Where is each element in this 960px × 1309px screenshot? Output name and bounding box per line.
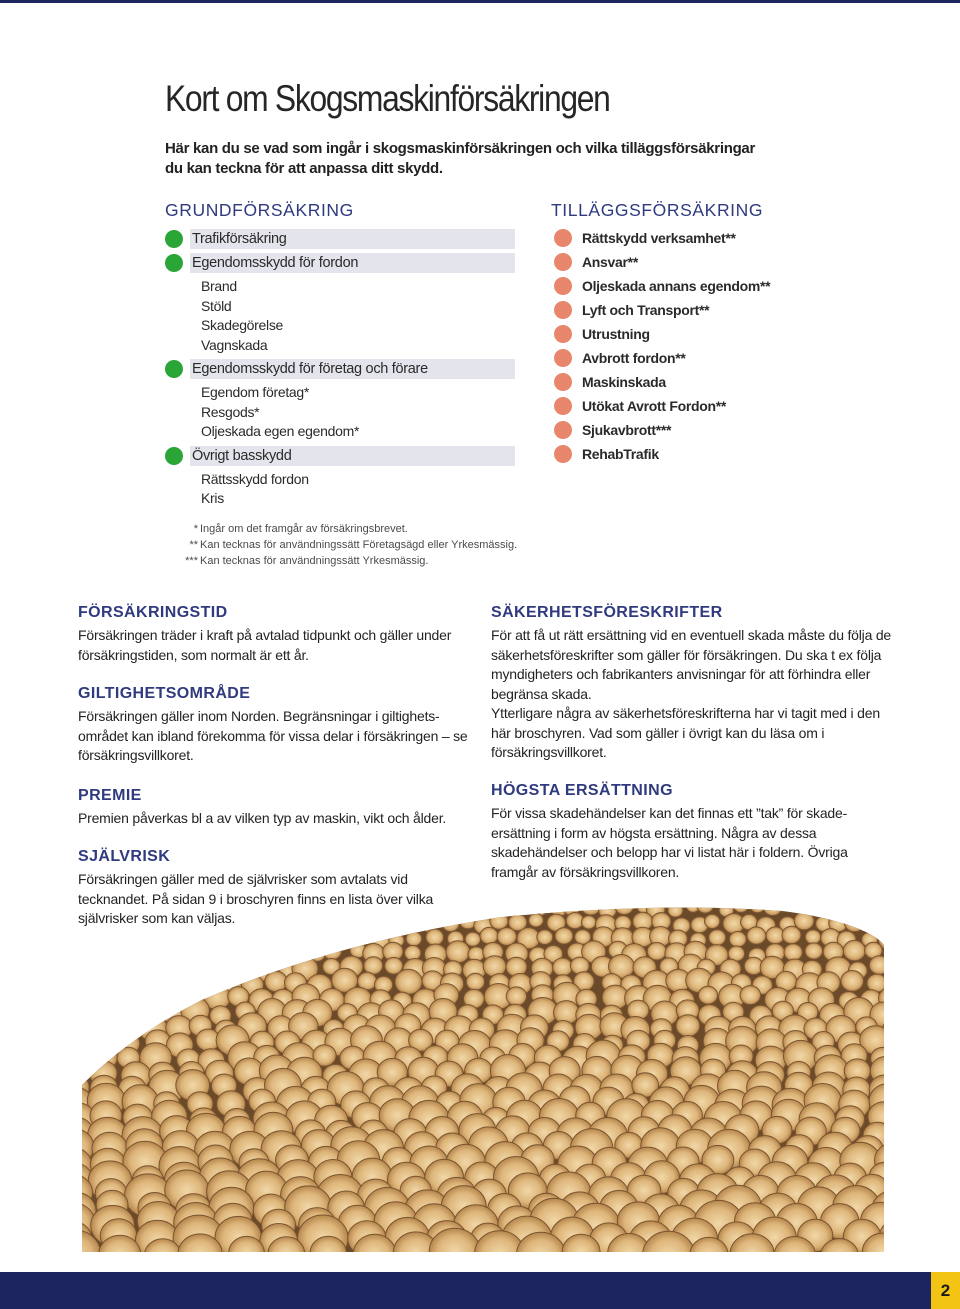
- tillagg-list: [554, 228, 854, 468]
- green-bullet-icon: [165, 254, 183, 272]
- section-giltighetsomrade: [78, 684, 478, 766]
- section-text: För att få ut rätt ersättning vid en eventuell skada måste du följa de säkerhetsföreskrifter som gäller för försäkringen. Du ska t ex följa myndigheters och fabrikanters anvisningar för att förhindra eller begränsa skada.: [491, 627, 892, 702]
- green-bullet-icon: [165, 447, 183, 465]
- grund-sublist: [201, 277, 515, 355]
- grund-item: [190, 229, 515, 249]
- grund-item-label: Trafikförsäkring: [192, 231, 287, 247]
- log-pile-photo: [82, 905, 884, 1252]
- intro-text: Här kan du se vad som ingår i skogsmaskinförsäkringen och vilka tilläggsförsäkringar du kan teckna för att anpassa ditt skydd.: [165, 140, 756, 177]
- tillagg-item: Ansvar**: [554, 252, 854, 276]
- section-text: Premien påverkas bl a av vilken typ av maskin, vikt och ålder.: [78, 810, 447, 826]
- grund-item: [190, 446, 515, 466]
- orange-bullet-icon: [554, 445, 572, 463]
- orange-bullet-icon: [554, 397, 572, 415]
- bottom-bar: [0, 1272, 960, 1309]
- grund-subitem: Kris: [201, 490, 224, 506]
- tillagg-item: Avbrott fordon**: [554, 348, 854, 372]
- grund-subitem: Brand: [201, 278, 237, 294]
- section-text: Försäkringen gäller med de självrisker som avtalats vid tecknandet. På sidan 9 i broschyren finns en lista över vilka självrisker som kan väljas.: [78, 871, 434, 926]
- tillagg-item: Utökat Avrott Fordon**: [554, 396, 854, 420]
- section-text: Försäkringen träder i kraft på avtalad tidpunkt och gäller under försäkringstiden, som normalt är ett år.: [78, 627, 452, 663]
- grund-subitem: Resgods*: [201, 403, 260, 420]
- section-text: För vissa skadehändelser kan det finnas ett ”tak” för skade-ersättning i form av högsta ersättning. Några av dessa skadehändelser och belopp har vi listat här i foldern. Övriga framgår av försäkringsvillkoren.: [491, 805, 848, 880]
- section-heading: PREMIE: [78, 787, 142, 804]
- orange-bullet-icon: [554, 229, 572, 247]
- grund-item-label: Egendomsskydd för fordon: [192, 255, 359, 271]
- tillagg-item: RehabTrafik: [554, 444, 854, 468]
- grund-subitem: Skadegörelse: [201, 317, 284, 333]
- footnotes: [120, 521, 540, 569]
- grund-subitem: Oljeskada egen egendom*: [201, 423, 360, 439]
- grund-subitem: Stöld: [201, 297, 232, 314]
- orange-bullet-icon: [554, 277, 572, 295]
- section-heading: HÖGSTA ERSÄTTNING: [491, 782, 673, 799]
- top-rule: [0, 0, 960, 3]
- section-forsakringstid: [78, 603, 478, 665]
- section-heading: SJÄLVRISK: [78, 848, 171, 865]
- orange-bullet-icon: [554, 421, 572, 439]
- orange-bullet-icon: [554, 253, 572, 271]
- grund-subitem: Rättsskydd fordon: [201, 470, 309, 487]
- section-premie: [78, 786, 478, 829]
- grund-item: [190, 359, 515, 379]
- orange-bullet-icon: [554, 301, 572, 319]
- green-bullet-icon: [165, 230, 183, 248]
- footnote: *** Kan tecknas för användningssätt Yrkesmässig.: [185, 555, 429, 567]
- tillagg-item: Maskinskada: [554, 372, 854, 396]
- footnote: ** Kan tecknas för användningssätt Företagsägd eller Yrkesmässig.: [189, 539, 518, 551]
- section-heading: SÄKERHETSFÖRESKRIFTER: [491, 604, 723, 621]
- tillagg-item: Sjukavbrott***: [554, 420, 854, 444]
- grund-subitem: Vagnskada: [201, 336, 268, 353]
- orange-bullet-icon: [554, 373, 572, 391]
- grund-sublist: [201, 470, 515, 509]
- orange-bullet-icon: [554, 325, 572, 343]
- page-title: Kort om Skogsmaskinförsäkringen: [165, 78, 610, 119]
- tillagg-item: Utrustning: [554, 324, 854, 348]
- section-sakerhetsforeskrifter: [491, 603, 891, 763]
- green-bullet-icon: [165, 360, 183, 378]
- grund-list: [165, 229, 515, 513]
- grund-heading: GRUNDFÖRSÄKRING: [165, 200, 354, 220]
- tillagg-item: Oljeskada annans egendom**: [554, 276, 854, 300]
- page-number-tab: 2: [931, 1272, 960, 1309]
- grund-item-label: Egendomsskydd för företag och förare: [192, 361, 428, 377]
- tillagg-item: Rättskydd verksamhet**: [554, 228, 854, 252]
- tillagg-item: Lyft och Transport**: [554, 300, 854, 324]
- section-hogsta-ersattning: [491, 781, 891, 882]
- section-heading: GILTIGHETSOMRÅDE: [78, 685, 251, 702]
- grund-item: [190, 253, 515, 273]
- grund-sublist: [201, 383, 515, 442]
- orange-bullet-icon: [554, 349, 572, 367]
- footnote: * Ingår om det framgår av försäkringsbrevet.: [193, 523, 408, 535]
- grund-item-label: Övrigt basskydd: [192, 447, 292, 464]
- section-text: Försäkringen gäller inom Norden. Begränsningar i giltighets-området kan ibland förekomma för vissa delar i försäkringen – se försäkringsvillkoret.: [78, 708, 468, 763]
- section-heading: FÖRSÄKRINGSTID: [78, 604, 228, 621]
- grund-subitem: Egendom företag*: [201, 384, 310, 400]
- section-text: Ytterligare några av säkerhetsföreskrifterna har vi tagit med i den här broschyren. Vad som gäller i övrigt kan du läsa om i försäkringsvillkoret.: [491, 705, 880, 760]
- tillagg-heading: TILLÄGGSFÖRSÄKRING: [551, 200, 764, 220]
